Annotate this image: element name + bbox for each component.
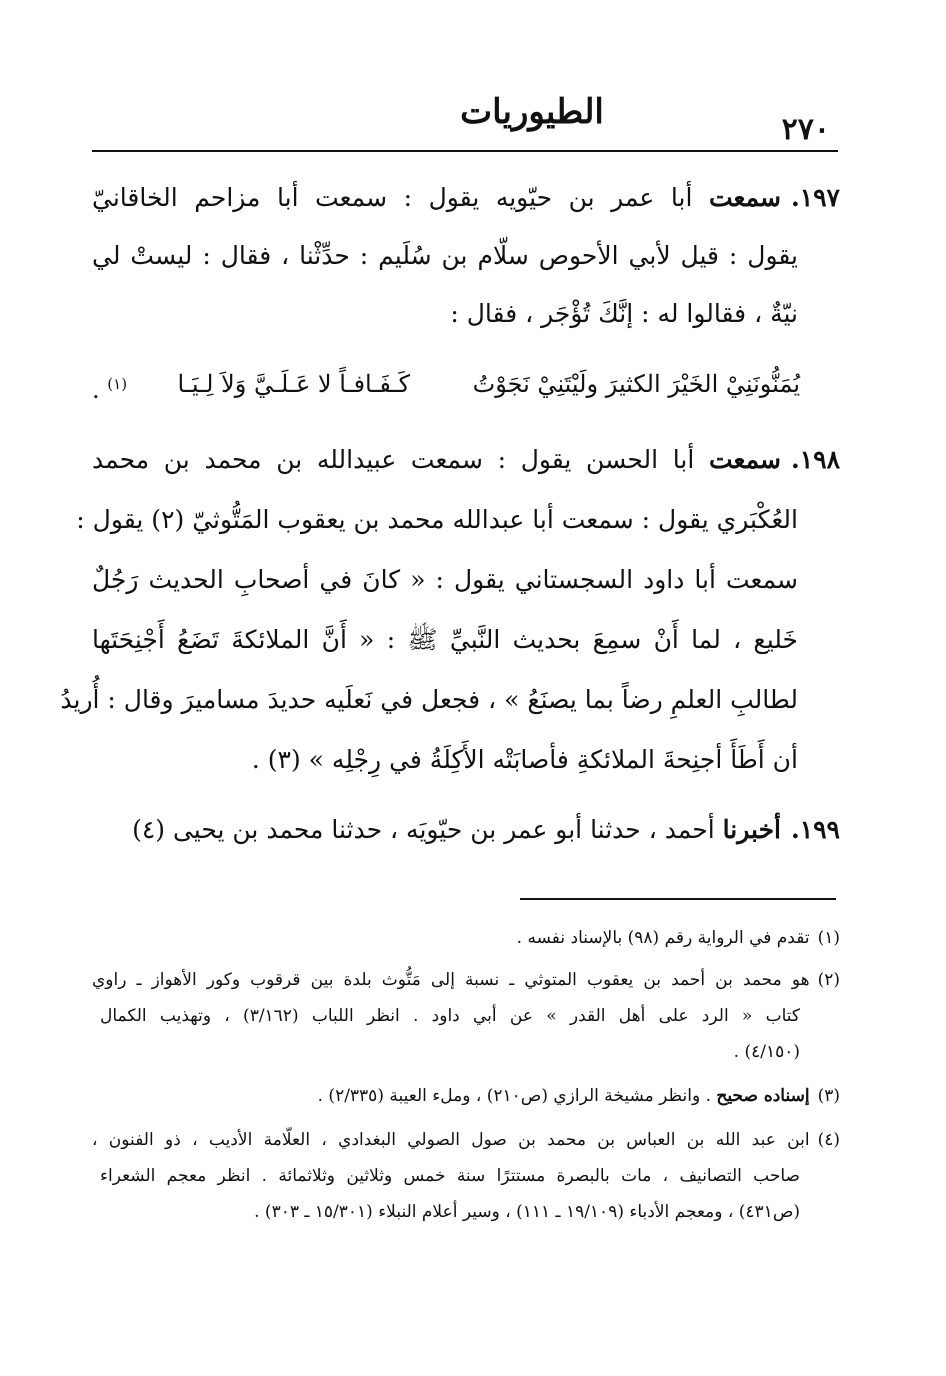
poem-hemistich-1: يُمَنُّونَنِيْ الخَيْرَ الكثيرَ ولَيْتَنِيْ نَجَوْتُ bbox=[472, 370, 800, 398]
entry-198-line-3 bbox=[92, 560, 798, 602]
footnote-3 bbox=[92, 1080, 840, 1114]
footnote-separator bbox=[520, 898, 836, 900]
footnote-text: (ص٤٣١) ، ومعجم الأدباء (١٩/١٠٩ ـ ١١١) ، وسير أعلام النبلاء (١٥/٣٠١ ـ ٣٠٣) . bbox=[254, 1202, 800, 1222]
running-title: الطيوريات bbox=[460, 92, 604, 132]
entry-198-line-6 bbox=[92, 740, 798, 782]
text-line: يقول : قيل لأبي الأحوص سلّام بن سُلَيم : حدِّثْنا ، فقال : ليستْ لي bbox=[92, 241, 798, 270]
footnote-1 bbox=[92, 922, 840, 956]
text-line: سمعت أبا داود السجستاني يقول : « كانَ في أصحابِ الحديث رَجُلٌ bbox=[92, 565, 798, 594]
entry-number: ١٩٩. bbox=[790, 815, 840, 844]
page-header bbox=[92, 92, 838, 154]
poem-ending bbox=[92, 364, 127, 410]
entry-199-line-1 bbox=[92, 810, 840, 852]
footnote-text: هو محمد بن أحمد بن يعقوب المتوثي ـ نسبة إلى مَتُّوث بلدة بين قرقوب وكور الأهواز ـ راوي bbox=[92, 970, 810, 990]
footnote-label: (٢) bbox=[817, 970, 840, 990]
text-line: خَليع ، لما أَنْ سمِعَ بحديث النَّبيِّ ﷺ : « أَنَّ الملائكةَ تَضَعُ أَجْنِحَتَها bbox=[92, 625, 798, 654]
footnote-2-line-1 bbox=[92, 964, 840, 998]
text-line: أن أَطَأَ أجنِحةَ الملائكةِ فأصابَتْه الأَكِلَةُ في رِجْلِه » (٣) . bbox=[251, 745, 798, 774]
footnote-text: ابن عبد الله بن العباس بن محمد بن صول الصولي البغدادي ، العلّامة الأديب ، ذو الفنون ، bbox=[92, 1130, 810, 1150]
entry-197-line-3 bbox=[92, 294, 798, 336]
footnote-4-line-1 bbox=[92, 1124, 840, 1158]
footnote-text: صاحب التصانيف ، مات بالبصرة مستترًا سنة خمس وثلاثين وثلاثمائة . انظر معجم الشعراء bbox=[100, 1166, 800, 1186]
footnote-bold: إسناده صحيح bbox=[716, 1086, 810, 1106]
entry-198-line-4 bbox=[92, 620, 798, 662]
poem-period: . bbox=[92, 376, 100, 404]
footnote-4-line-2 bbox=[100, 1160, 800, 1194]
entry-198-line-1 bbox=[92, 440, 840, 482]
entry-keyword: سمعت bbox=[708, 445, 781, 474]
text-line: لطالبِ العلمِ رضاً بما يصنَعُ » ، فجعل في نَعلَيه حديدَ مساميرَ وقال : أُريدُ bbox=[60, 685, 798, 714]
footnote-text: كتاب « الرد على أهل القدر » عن أبي داود . انظر اللباب (٣/١٦٢) ، وتهذيب الكمال bbox=[100, 1006, 800, 1026]
footnote-text: (٤/١٥٠) . bbox=[733, 1042, 800, 1062]
text-line: العُكْبَري يقول : سمعت أبا عبدالله محمد بن يعقوب المَتُّوثيّ (٢) يقول : bbox=[76, 505, 798, 534]
footnote-text: تقدم في الرواية رقم (٩٨) بالإسناد نفسه . bbox=[516, 928, 810, 948]
page-number: ٢٧٠ bbox=[781, 112, 830, 147]
entry-number: ١٩٨. bbox=[791, 445, 841, 474]
entry-198-line-5 bbox=[60, 680, 798, 722]
entry-keyword: سمعت bbox=[708, 183, 781, 212]
text-line: أحمد ، حدثنا أبو عمر بن حيّويَه ، حدثنا محمد بن يحيى (٤) bbox=[132, 815, 715, 844]
text-line: أبا الحسن يقول : سمعت عبيدالله بن محمد بن محمد bbox=[92, 445, 695, 474]
footnote-text: . وانظر مشيخة الرازي (ص٢١٠) ، وملء العيبة (٢/٣٣٥) . bbox=[317, 1086, 711, 1106]
footnote-label: (١) bbox=[817, 928, 840, 948]
footnote-2-line-2 bbox=[100, 1000, 800, 1034]
entry-197-line-2 bbox=[92, 236, 798, 278]
entry-198-line-2 bbox=[76, 500, 798, 542]
footnote-label: (٤) bbox=[817, 1130, 840, 1150]
text-line: نيّةٌ ، فقالوا له : إنَّكَ تُؤْجَر ، فقال : bbox=[450, 299, 798, 328]
footnote-2-line-3 bbox=[100, 1036, 800, 1070]
poem-verse bbox=[92, 364, 840, 406]
header-rule bbox=[92, 150, 838, 152]
footnote-4-line-3 bbox=[100, 1196, 800, 1230]
entry-number: ١٩٧. bbox=[790, 183, 840, 212]
entry-197-line-1 bbox=[92, 178, 840, 220]
footnote-ref: (١) bbox=[107, 375, 128, 393]
entry-keyword: أخبرنا bbox=[722, 815, 781, 844]
text-line: أبا عمر بن حيّويه يقول : سمعت أبا مزاحم الخاقانيّ bbox=[92, 183, 693, 212]
footnote-label: (٣) bbox=[817, 1086, 840, 1106]
poem-hemistich-2: كَـفَـافـاً لا عَـلَـيَّ وَلاَ لِـيَـا bbox=[177, 370, 410, 398]
